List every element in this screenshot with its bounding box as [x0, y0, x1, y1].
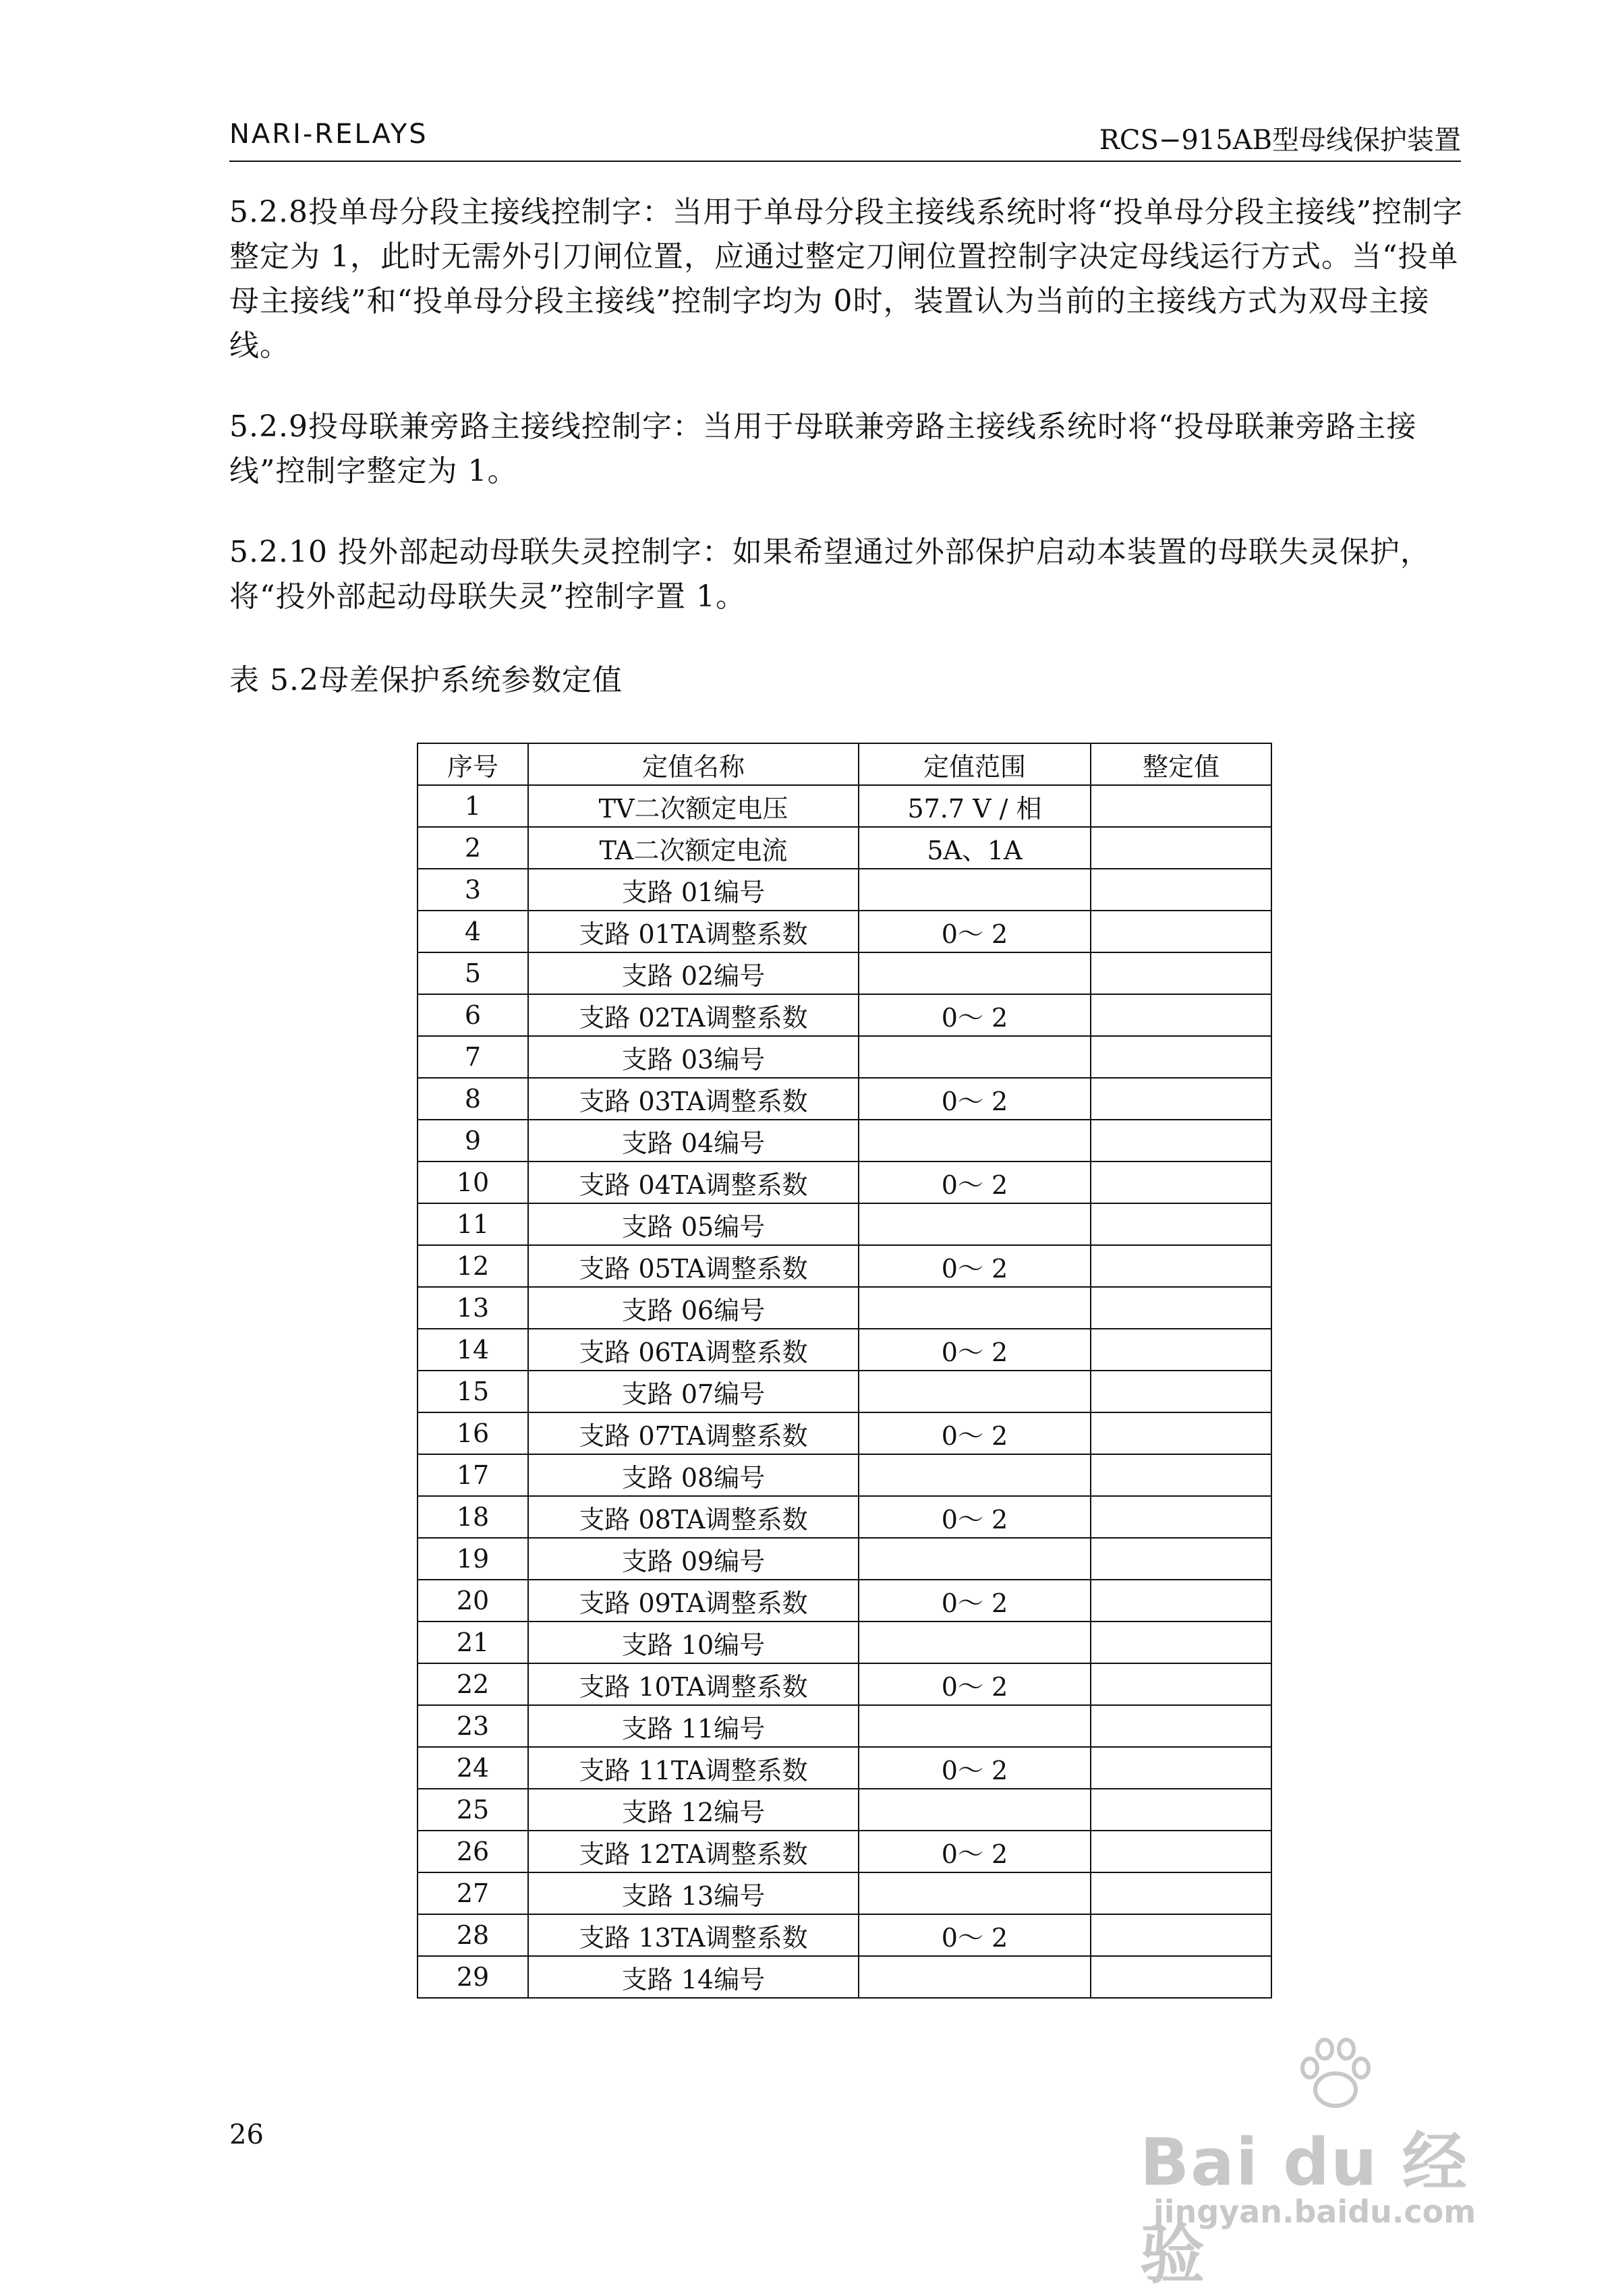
header-divider — [229, 161, 1461, 162]
cell-setting-range: 0～ 2 — [859, 1078, 1091, 1120]
table-row — [418, 1621, 1271, 1663]
cell-setting-name: 支路 03编号 — [528, 1036, 859, 1078]
table-row — [418, 1287, 1271, 1329]
cell-serial-number: 26 — [418, 1831, 528, 1872]
table-row — [418, 1496, 1271, 1538]
watermark-url: jingyan.baidu.com — [1153, 2193, 1476, 2230]
cell-serial-number: 9 — [418, 1120, 528, 1161]
cell-serial-number: 2 — [418, 827, 528, 869]
cell-setting-value — [1091, 1203, 1271, 1245]
cell-setting-range: 0～ 2 — [859, 1831, 1091, 1872]
cell-setting-value — [1091, 1161, 1271, 1203]
header-setting-value: 整定值 — [1091, 743, 1271, 785]
cell-serial-number: 18 — [418, 1496, 528, 1538]
cell-serial-number: 7 — [418, 1036, 528, 1078]
table-row — [418, 1663, 1271, 1705]
cell-setting-value — [1091, 1705, 1271, 1747]
cell-setting-range — [859, 1956, 1091, 1998]
cell-setting-name: 支路 08TA调整系数 — [528, 1496, 859, 1538]
cell-setting-range — [859, 1454, 1091, 1496]
cell-setting-range — [859, 1120, 1091, 1161]
cell-serial-number: 29 — [418, 1956, 528, 1998]
cell-setting-value — [1091, 1496, 1271, 1538]
table-row — [418, 1789, 1271, 1831]
cell-serial-number: 3 — [418, 869, 528, 911]
cell-setting-value — [1091, 1621, 1271, 1663]
paragraph-5-2-8: 5.2.8投单母分段主接线控制字：当用于单母分段主接线系统时将“投单母分段主接线”控制字整定为 1，此时无需外引刀闸位置，应通过整定刀闸位置控制字决定母线运行方式。当“投单母主接线”和“投单母分段主接线”控制字均为 0时，装置认为当前的主接线方式为双母主接线。 — [229, 195, 1463, 363]
page-number: 26 — [229, 2119, 264, 2150]
cell-setting-range — [859, 1371, 1091, 1412]
cell-setting-value — [1091, 869, 1271, 911]
cell-setting-name: 支路 11编号 — [528, 1705, 859, 1747]
table-row — [418, 1371, 1271, 1412]
cell-setting-value — [1091, 1287, 1271, 1329]
cell-setting-name: 支路 13TA调整系数 — [528, 1914, 859, 1956]
cell-setting-name: 支路 04编号 — [528, 1120, 859, 1161]
cell-serial-number: 22 — [418, 1663, 528, 1705]
cell-setting-name: 支路 08编号 — [528, 1454, 859, 1496]
cell-setting-value — [1091, 1789, 1271, 1831]
table-row — [418, 1747, 1271, 1789]
cell-setting-value — [1091, 827, 1271, 869]
table-row — [418, 1538, 1271, 1580]
cell-setting-value — [1091, 1454, 1271, 1496]
table-row — [418, 1914, 1271, 1956]
cell-setting-range: 0～ 2 — [859, 1496, 1091, 1538]
cell-setting-name: 支路 06TA调整系数 — [528, 1329, 859, 1371]
cell-serial-number: 20 — [418, 1580, 528, 1621]
cell-setting-name: 支路 13编号 — [528, 1872, 859, 1914]
table-row — [418, 1120, 1271, 1161]
cell-serial-number: 19 — [418, 1538, 528, 1580]
cell-setting-range — [859, 1203, 1091, 1245]
paw-icon — [1295, 2037, 1376, 2111]
cell-serial-number: 25 — [418, 1789, 528, 1831]
header-serial-number: 序号 — [418, 743, 528, 785]
cell-serial-number: 21 — [418, 1621, 528, 1663]
cell-setting-range: 5A、1A — [859, 827, 1091, 869]
table-row — [418, 1161, 1271, 1203]
cell-setting-range — [859, 1036, 1091, 1078]
cell-setting-name: TV二次额定电压 — [528, 785, 859, 827]
table-row — [418, 1329, 1271, 1371]
table-body — [418, 785, 1271, 1998]
paragraph-5-2-10: 5.2.10 投外部起动母联失灵控制字：如果希望通过外部保护启动本装置的母联失灵保护，将“投外部起动母联失灵”控制字置 1。 — [229, 535, 1431, 614]
cell-serial-number: 1 — [418, 785, 528, 827]
cell-setting-value — [1091, 1663, 1271, 1705]
cell-setting-name: 支路 09编号 — [528, 1538, 859, 1580]
cell-setting-name: 支路 06编号 — [528, 1287, 859, 1329]
table-row — [418, 1454, 1271, 1496]
cell-setting-name: 支路 03TA调整系数 — [528, 1078, 859, 1120]
cell-setting-value — [1091, 785, 1271, 827]
cell-serial-number: 4 — [418, 911, 528, 952]
cell-setting-value — [1091, 1538, 1271, 1580]
table-row — [418, 1580, 1271, 1621]
cell-setting-name: 支路 10TA调整系数 — [528, 1663, 859, 1705]
cell-setting-range — [859, 869, 1091, 911]
cell-setting-range: 0～ 2 — [859, 1412, 1091, 1454]
cell-setting-name: 支路 12编号 — [528, 1789, 859, 1831]
cell-serial-number: 6 — [418, 994, 528, 1036]
cell-setting-name: 支路 09TA调整系数 — [528, 1580, 859, 1621]
watermark-brand: Bai du 经验 — [1140, 2125, 1468, 2293]
table-row — [418, 1831, 1271, 1872]
table-row — [418, 869, 1271, 911]
cell-setting-range: 0～ 2 — [859, 1245, 1091, 1287]
header-brand: NARI-RELAYS — [229, 119, 428, 150]
cell-setting-value — [1091, 1120, 1271, 1161]
cell-setting-name: 支路 10编号 — [528, 1621, 859, 1663]
table-row — [418, 994, 1271, 1036]
cell-setting-value — [1091, 1412, 1271, 1454]
cell-setting-value — [1091, 1914, 1271, 1956]
table-row — [418, 1956, 1271, 1998]
cell-serial-number: 27 — [418, 1872, 528, 1914]
cell-setting-name: 支路 05TA调整系数 — [528, 1245, 859, 1287]
cell-serial-number: 16 — [418, 1412, 528, 1454]
cell-serial-number: 5 — [418, 952, 528, 994]
cell-serial-number: 15 — [418, 1371, 528, 1412]
table-row — [418, 1412, 1271, 1454]
settings-table — [417, 743, 1272, 1999]
cell-setting-range — [859, 1789, 1091, 1831]
cell-setting-range: 57.7 V / 相 — [859, 785, 1091, 827]
cell-serial-number: 11 — [418, 1203, 528, 1245]
cell-setting-name: 支路 07编号 — [528, 1371, 859, 1412]
cell-serial-number: 17 — [418, 1454, 528, 1496]
cell-setting-value — [1091, 952, 1271, 994]
cell-serial-number: 14 — [418, 1329, 528, 1371]
cell-setting-name: 支路 04TA调整系数 — [528, 1161, 859, 1203]
cell-setting-range: 0～ 2 — [859, 1747, 1091, 1789]
table-caption: 表 5.2母差保护系统参数定值 — [229, 663, 623, 697]
cell-setting-range: 0～ 2 — [859, 1580, 1091, 1621]
cell-setting-range — [859, 1872, 1091, 1914]
cell-setting-name: 支路 12TA调整系数 — [528, 1831, 859, 1872]
cell-setting-name: 支路 14编号 — [528, 1956, 859, 1998]
cell-serial-number: 13 — [418, 1287, 528, 1329]
header-product-title: RCS−915AB型母线保护装置 — [1099, 125, 1461, 156]
cell-setting-value — [1091, 1747, 1271, 1789]
cell-setting-value — [1091, 1078, 1271, 1120]
cell-serial-number: 23 — [418, 1705, 528, 1747]
table-row — [418, 1245, 1271, 1287]
cell-setting-value — [1091, 1580, 1271, 1621]
cell-setting-name: 支路 07TA调整系数 — [528, 1412, 859, 1454]
cell-setting-name: 支路 01TA调整系数 — [528, 911, 859, 952]
table-row — [418, 1036, 1271, 1078]
cell-setting-range — [859, 1287, 1091, 1329]
cell-serial-number: 12 — [418, 1245, 528, 1287]
table-row — [418, 827, 1271, 869]
table-row — [418, 785, 1271, 827]
cell-setting-range — [859, 1621, 1091, 1663]
cell-setting-name: 支路 05编号 — [528, 1203, 859, 1245]
baidu-jingyan-watermark — [1140, 2037, 1518, 2293]
cell-setting-range: 0～ 2 — [859, 994, 1091, 1036]
cell-setting-value — [1091, 994, 1271, 1036]
cell-setting-value — [1091, 1872, 1271, 1914]
cell-setting-range — [859, 952, 1091, 994]
cell-setting-range — [859, 1705, 1091, 1747]
cell-setting-value — [1091, 1371, 1271, 1412]
cell-setting-value — [1091, 1831, 1271, 1872]
cell-setting-name: 支路 02TA调整系数 — [528, 994, 859, 1036]
paragraph-5-2-9: 5.2.9投母联兼旁路主接线控制字：当用于母联兼旁路主接线系统时将“投母联兼旁路主接线”控制字整定为 1。 — [229, 409, 1417, 488]
table-row — [418, 1203, 1271, 1245]
cell-setting-name: 支路 01编号 — [528, 869, 859, 911]
table-row — [418, 1705, 1271, 1747]
cell-setting-range: 0～ 2 — [859, 1329, 1091, 1371]
table-row — [418, 1872, 1271, 1914]
cell-setting-name: 支路 02编号 — [528, 952, 859, 994]
cell-setting-value — [1091, 1036, 1271, 1078]
header-setting-name: 定值名称 — [528, 743, 859, 785]
cell-setting-name: TA二次额定电流 — [528, 827, 859, 869]
table-row — [418, 1078, 1271, 1120]
cell-serial-number: 8 — [418, 1078, 528, 1120]
cell-serial-number: 28 — [418, 1914, 528, 1956]
cell-setting-value — [1091, 1956, 1271, 1998]
cell-setting-value — [1091, 1245, 1271, 1287]
header-setting-range: 定值范围 — [859, 743, 1091, 785]
cell-serial-number: 24 — [418, 1747, 528, 1789]
cell-setting-range: 0～ 2 — [859, 1161, 1091, 1203]
cell-setting-range: 0～ 2 — [859, 1914, 1091, 1956]
table-header-row — [418, 743, 1271, 785]
cell-setting-range — [859, 1538, 1091, 1580]
cell-setting-name: 支路 11TA调整系数 — [528, 1747, 859, 1789]
cell-setting-range: 0～ 2 — [859, 1663, 1091, 1705]
cell-setting-value — [1091, 1329, 1271, 1371]
cell-setting-value — [1091, 911, 1271, 952]
cell-serial-number: 10 — [418, 1161, 528, 1203]
cell-setting-range: 0～ 2 — [859, 911, 1091, 952]
table-row — [418, 952, 1271, 994]
table-row — [418, 911, 1271, 952]
